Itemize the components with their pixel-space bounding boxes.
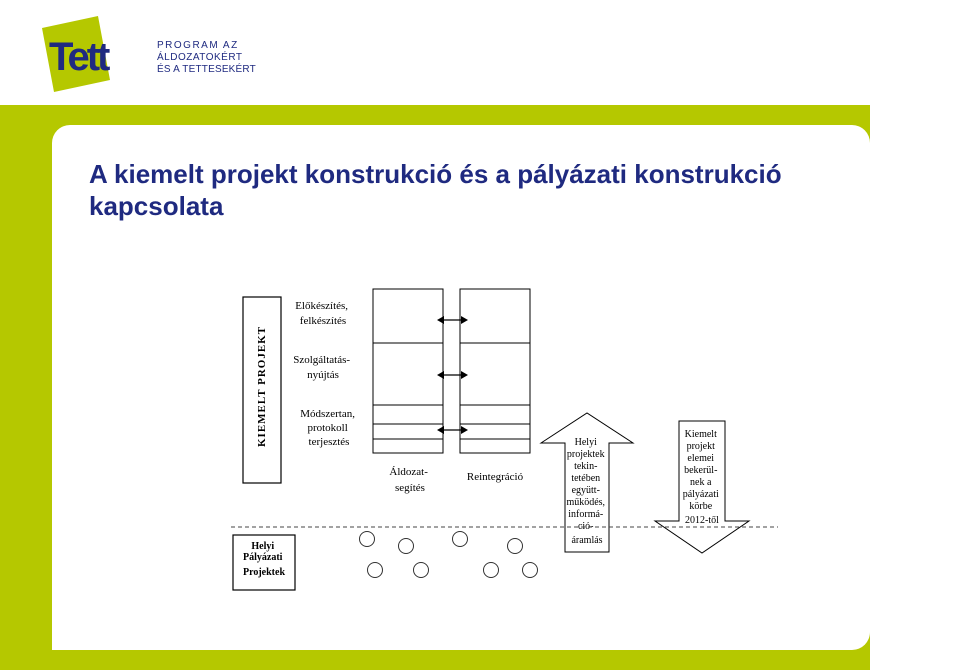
up-arrow-text: Helyi projektek tekin- tetében együtt- működés, informá- ció- áramlás xyxy=(566,437,606,546)
victim-support-column xyxy=(373,289,443,453)
logo-word: Tett xyxy=(49,35,108,79)
phase3-line-3: terjesztés xyxy=(308,436,350,448)
logo-line-2: ÁLDOZATOKÉRT xyxy=(157,52,243,63)
col1-line-2: segítés xyxy=(395,482,425,494)
local-projects-label: Helyi Pályázati Projektek xyxy=(242,541,286,578)
phase2-line-2: nyújtás xyxy=(307,369,339,381)
local-project-circle xyxy=(414,563,429,578)
local-project-circle xyxy=(484,563,499,578)
reintegration-label xyxy=(467,471,524,483)
logo-line-1: PROGRAM AZ xyxy=(157,40,239,51)
local-project-circle xyxy=(453,532,468,547)
down-arrow-text: Kiemelt projekt elemei bekerül- nek a pályázati körbe 2012-től xyxy=(682,429,719,526)
logo-line-3: ÉS A TETTESEKÉRT xyxy=(157,64,256,75)
phase3-line-2: protokoll xyxy=(307,422,348,434)
local-project-circle xyxy=(399,539,414,554)
local-project-circle xyxy=(368,563,383,578)
phase3-line-1: Módszertan, xyxy=(300,408,355,420)
page-title: A kiemelt projekt konstrukció és a pályázati konstrukció kapcsolata xyxy=(89,159,782,221)
phase1-line-1: Előkészítés, xyxy=(295,300,349,312)
reintegration-column xyxy=(460,289,530,453)
phase1-line-2: felkészítés xyxy=(299,315,347,327)
col1-line-1: Áldozat- xyxy=(389,466,428,478)
kiemelt-projekt-label: KIEMELT PROJEKT xyxy=(256,325,268,447)
right-margin-strip xyxy=(870,105,959,670)
phase2-line-1: Szolgáltatás- xyxy=(293,354,351,366)
col2-line-1: Reintegráció xyxy=(466,471,524,483)
local-project-circle xyxy=(523,563,538,578)
phase-methodology-label xyxy=(300,408,357,448)
local-project-circle xyxy=(360,532,375,547)
local-project-circle xyxy=(508,539,523,554)
relationship-diagram xyxy=(213,263,781,603)
tett-logo xyxy=(40,14,256,94)
